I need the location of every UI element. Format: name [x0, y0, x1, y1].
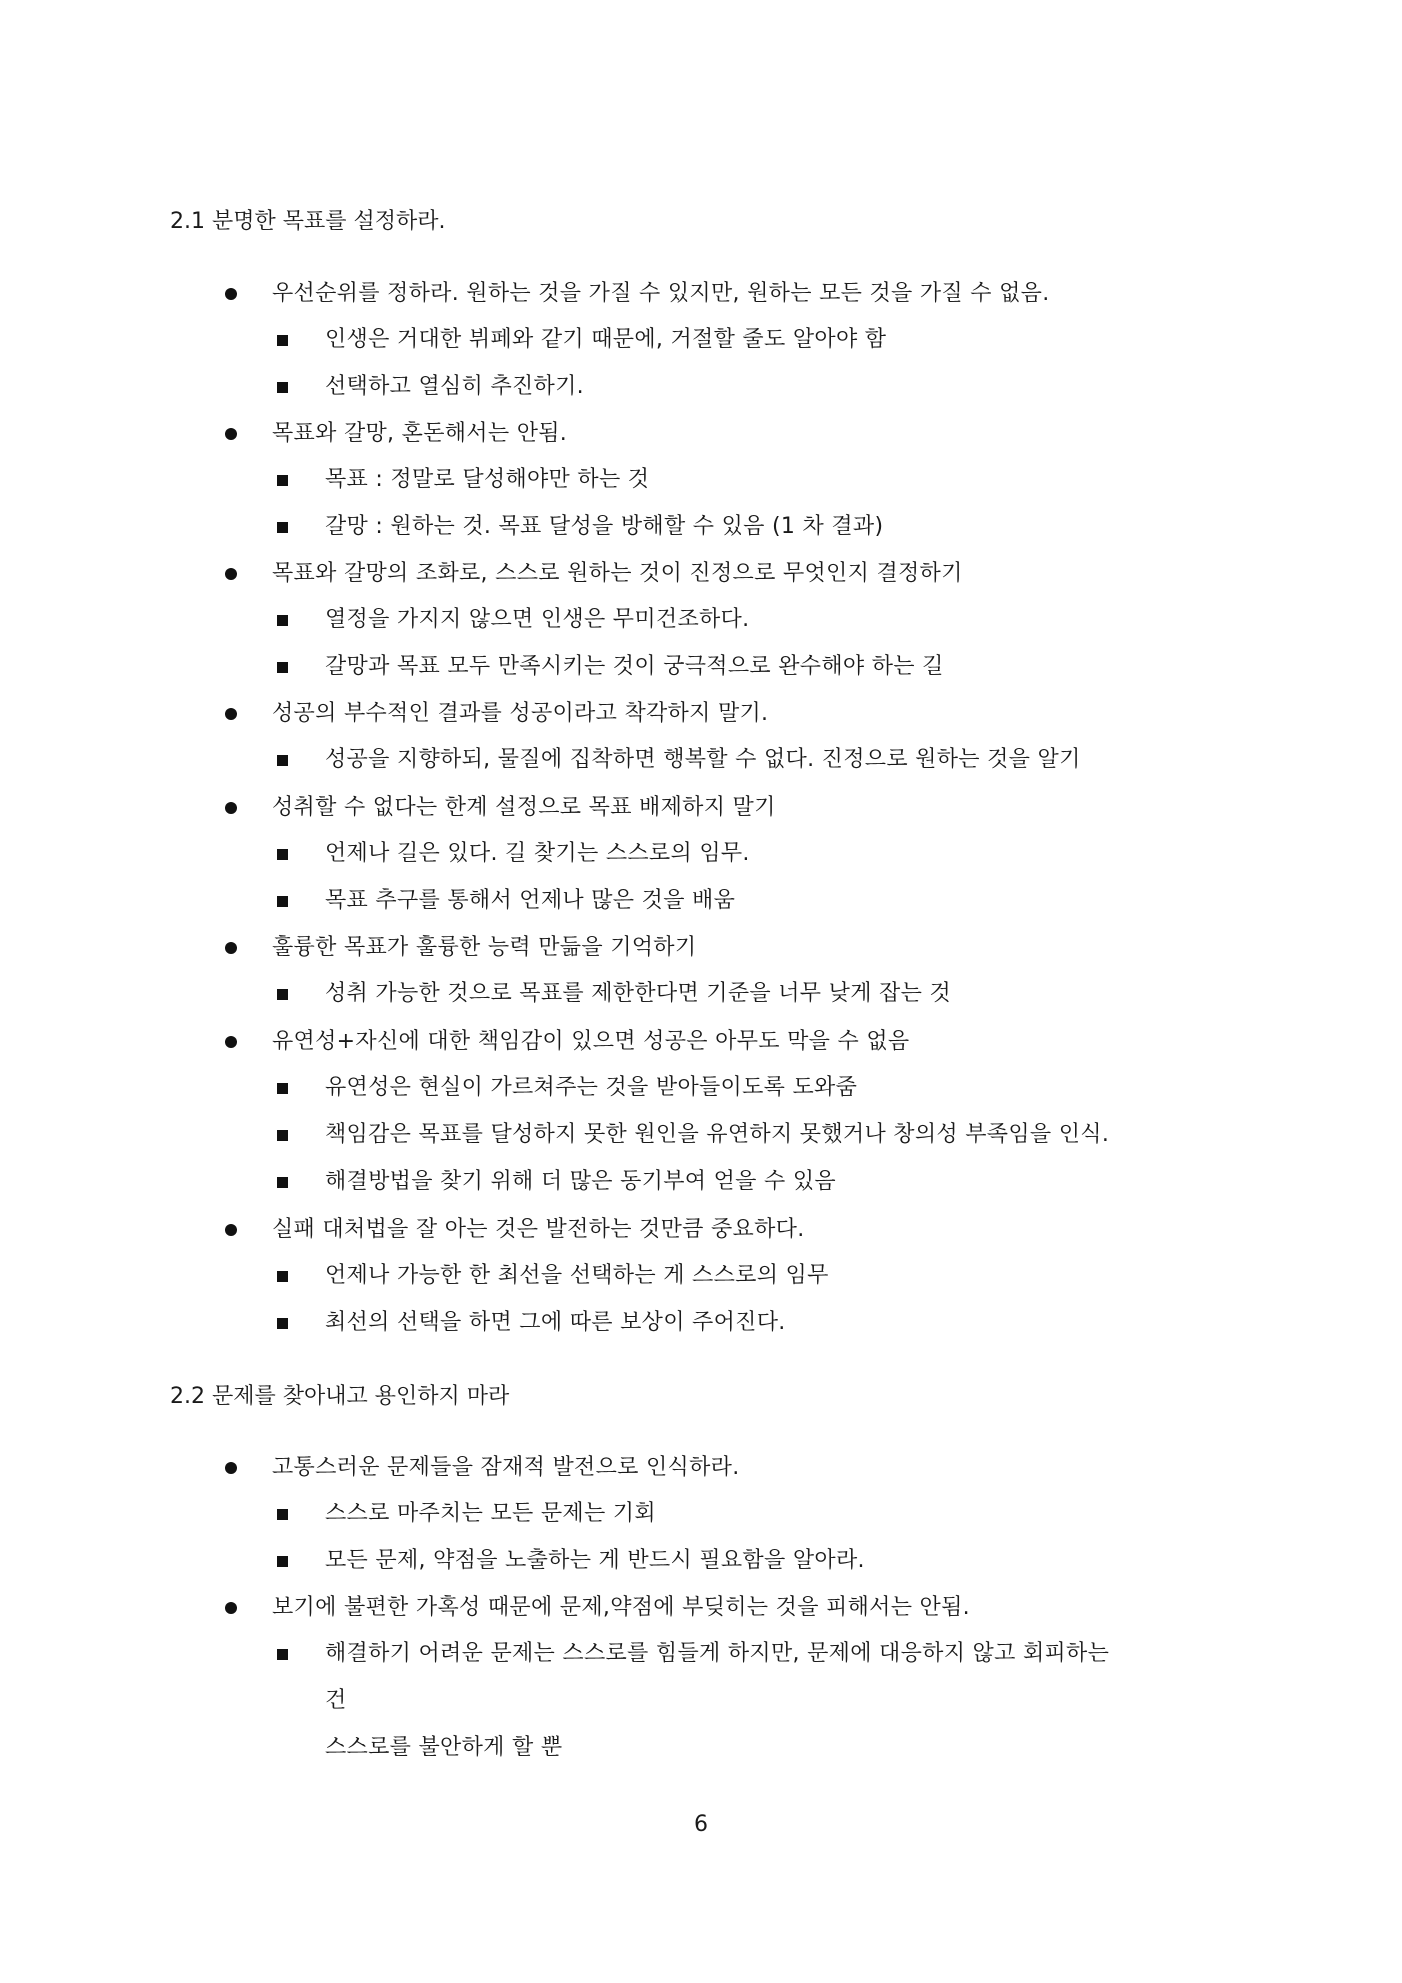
sub-list-item: 책임감은 목표를 달성하지 못한 원인을 유연하지 못했거나 창의성 부족임을 인식.	[325, 1122, 1110, 1147]
sub-list-item: 성공을 지향하되, 물질에 집착하면 행복할 수 없다. 진정으로 원하는 것을 알기	[325, 747, 1081, 772]
list-item: 유연성+자신에 대한 책임감이 있으면 성공은 아무도 막을 수 없음	[272, 1029, 910, 1054]
bullet-icon	[225, 802, 237, 814]
square-bullet-icon	[277, 522, 288, 533]
bullet-icon	[225, 708, 237, 720]
sub-list-item: 선택하고 열심히 추진하기.	[325, 374, 584, 399]
square-bullet-icon	[277, 989, 288, 1000]
list-item: 고통스러운 문제들을 잠재적 발전으로 인식하라.	[272, 1455, 740, 1480]
bullet-icon	[225, 428, 237, 440]
square-bullet-icon	[277, 475, 288, 486]
sub-list-item: 모든 문제, 약점을 노출하는 게 반드시 필요함을 알아라.	[325, 1548, 865, 1573]
square-bullet-icon	[277, 755, 288, 766]
square-bullet-icon	[277, 1649, 288, 1660]
bullet-icon	[225, 568, 237, 580]
list-item: 보기에 불편한 가혹성 때문에 문제,약점에 부딪히는 것을 피해서는 안됨.	[272, 1595, 970, 1620]
bullet-icon	[225, 1224, 237, 1236]
sub-list-item: 스스로 마주치는 모든 문제는 기회	[325, 1501, 656, 1526]
sub-list-item: 해결방법을 찾기 위해 더 많은 동기부여 얻을 수 있음	[325, 1169, 836, 1194]
square-bullet-icon	[277, 1271, 288, 1282]
sub-list-item: 성취 가능한 것으로 목표를 제한한다면 기준을 너무 낮게 잡는 것	[325, 981, 951, 1006]
bullet-icon	[225, 1462, 237, 1474]
square-bullet-icon	[277, 1318, 288, 1329]
list-item: 실패 대처법을 잘 아는 것은 발전하는 것만큼 중요하다.	[272, 1217, 805, 1242]
square-bullet-icon	[277, 1177, 288, 1188]
square-bullet-icon	[277, 1083, 288, 1094]
list-item: 우선순위를 정하라. 원하는 것을 가질 수 있지만, 원하는 모든 것을 가질 수 없음.	[272, 281, 1050, 306]
sub-list-item-continuation: 건	[325, 1688, 347, 1713]
sub-list-item: 최선의 선택을 하면 그에 따른 보상이 주어진다.	[325, 1310, 786, 1335]
list-item: 성취할 수 없다는 한계 설정으로 목표 배제하지 말기	[272, 795, 776, 820]
square-bullet-icon	[277, 1509, 288, 1520]
sub-list-item: 언제나 길은 있다. 길 찾기는 스스로의 임무.	[325, 841, 750, 866]
sub-list-item: 갈망과 목표 모두 만족시키는 것이 궁극적으로 완수해야 하는 길	[325, 654, 944, 679]
sub-list-item: 언제나 가능한 한 최선을 선택하는 게 스스로의 임무	[325, 1263, 829, 1288]
sub-list-item: 유연성은 현실이 가르쳐주는 것을 받아들이도록 도와줌	[325, 1075, 858, 1100]
square-bullet-icon	[277, 382, 288, 393]
bullet-icon	[225, 1036, 237, 1048]
square-bullet-icon	[277, 1556, 288, 1567]
page-number: 6	[694, 1812, 708, 1837]
list-item: 목표와 갈망, 혼돈해서는 안됨.	[272, 421, 568, 446]
list-item: 훌륭한 목표가 훌륭한 능력 만듦을 기억하기	[272, 935, 697, 960]
list-item: 목표와 갈망의 조화로, 스스로 원하는 것이 진정으로 무엇인지 결정하기	[272, 561, 963, 586]
square-bullet-icon	[277, 1130, 288, 1141]
sub-list-item: 열정을 가지지 않으면 인생은 무미건조하다.	[325, 607, 750, 632]
sub-list-item: 해결하기 어려운 문제는 스스로를 힘들게 하지만, 문제에 대응하지 않고 회피하는	[325, 1641, 1110, 1666]
bullet-icon	[225, 288, 237, 300]
sub-list-item-continuation: 스스로를 불안하게 할 뿐	[325, 1735, 563, 1760]
sub-list-item: 목표 추구를 통해서 언제나 많은 것을 배움	[325, 888, 736, 913]
square-bullet-icon	[277, 849, 288, 860]
list-item: 성공의 부수적인 결과를 성공이라고 착각하지 말기.	[272, 701, 769, 726]
bullet-icon	[225, 942, 237, 954]
square-bullet-icon	[277, 615, 288, 626]
square-bullet-icon	[277, 896, 288, 907]
square-bullet-icon	[277, 335, 288, 346]
sub-list-item: 목표 : 정말로 달성해야만 하는 것	[325, 467, 650, 492]
section-heading-2-2: 2.2 문제를 찾아내고 용인하지 마라	[170, 1384, 510, 1409]
square-bullet-icon	[277, 662, 288, 673]
sub-list-item: 갈망 : 원하는 것. 목표 달성을 방해할 수 있음 (1 차 결과)	[325, 514, 884, 539]
bullet-icon	[225, 1602, 237, 1614]
section-heading-2-1: 2.1 분명한 목표를 설정하라.	[170, 209, 446, 234]
sub-list-item: 인생은 거대한 뷔페와 같기 때문에, 거절할 줄도 알아야 함	[325, 327, 887, 352]
